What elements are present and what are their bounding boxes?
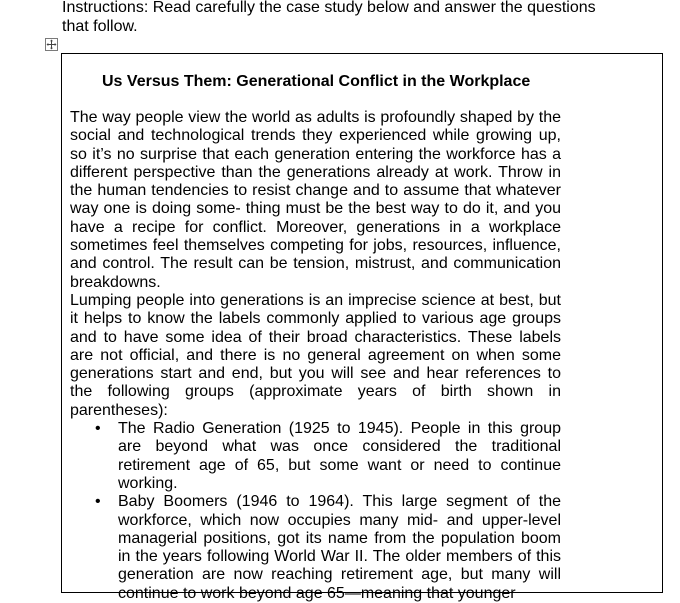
case-study-title: Us Versus Them: Generational Conflict in the Workplace xyxy=(102,73,531,90)
bullet-icon: • xyxy=(95,420,101,438)
table-move-handle-icon[interactable] xyxy=(45,38,58,51)
list-item xyxy=(95,420,561,493)
list-item-text: The Radio Generation (1925 to 1945). People in this group are beyond what was once considered the traditional retirement age of 65, but some want or need to continue working. xyxy=(118,420,561,492)
case-study-box xyxy=(61,53,663,602)
generation-list xyxy=(70,420,561,603)
instructions-text: Instructions: Read carefully the case study below and answer the questions that follow. xyxy=(62,0,596,35)
case-study-body xyxy=(70,109,561,603)
list-item xyxy=(95,493,561,603)
list-item-text: Baby Boomers (1946 to 1964). This large segment of the workforce, which now occupies many mid- and upper-level managerial positions, got its name from the population boom in the years following World War II. The older members of this generation are now reaching retirement age, but many will continue to work beyond age 65—meaning that younger xyxy=(118,493,561,602)
case-paragraph: Lumping people into generations is an imprecise science at best, but it helps to know the labels commonly applied to various age groups and to have some idea of their broad characteristics. These labels are not official, and there is no general agreement on when some generations start and end, but you will see and hear references to the following groups (approximate years of birth shown in parentheses): xyxy=(70,291,561,419)
case-paragraph: The way people view the world as adults is profoundly shaped by the social and technological trends they experienced while growing up, so it’s no surprise that each generation entering the workforce has a different perspective than the generations already at work. Throw in the human tendencies to resist change and to assume that whatever way one is doing some- thing must be the best way to do it, and you have a recipe for conflict. Moreover, generations in a workplace sometimes feel themselves competing for jobs, resources, influence, and control. The result can be tension, mistrust, and communication breakdowns. xyxy=(70,109,561,291)
bullet-icon: • xyxy=(95,493,101,511)
